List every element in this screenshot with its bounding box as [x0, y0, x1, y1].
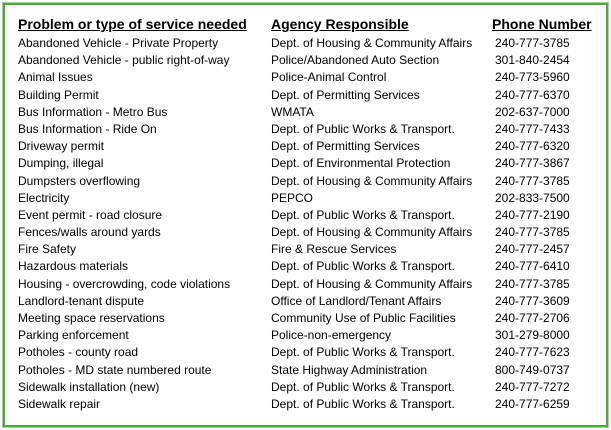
problem-cell: Sidewalk repair — [18, 396, 101, 411]
problem-cell: Bus Information - Metro Bus — [18, 104, 168, 119]
phone-cell: 240-777-7433 — [495, 121, 570, 136]
table-row — [17, 104, 602, 121]
agency-cell: Dept. of Permitting Services — [271, 87, 420, 102]
agency-cell: Dept. of Public Works & Transport. — [271, 207, 455, 222]
problem-cell: Bus Information - Ride On — [18, 121, 157, 136]
phone-cell: 240-777-6370 — [495, 87, 570, 102]
table-row — [17, 362, 602, 379]
table-row — [17, 190, 602, 207]
phone-cell: 240-777-6259 — [495, 396, 570, 411]
table-row — [17, 87, 602, 104]
agency-cell: Dept. of Housing & Community Affairs — [271, 225, 473, 240]
problem-cell: Abandoned Vehicle - public right-of-way — [18, 53, 230, 68]
agency-cell: Dept. of Public Works & Transport. — [271, 121, 455, 136]
agency-cell: Fire & Rescue Services — [271, 242, 397, 257]
phone-cell: 240-777-3785 — [495, 36, 570, 50]
problem-cell: Abandoned Vehicle - Private Property — [18, 36, 219, 50]
problem-cell: Driveway permit — [18, 139, 105, 154]
agency-cell: PEPCO — [271, 190, 314, 205]
problem-cell: Event permit - road closure — [18, 207, 163, 222]
agency-cell: Dept. of Public Works & Transport. — [271, 345, 455, 360]
agency-cell: Community Use of Public Facilities — [271, 311, 456, 325]
agency-cell: Dept. of Housing & Community Affairs — [271, 173, 473, 188]
problem-cell: Parking enforcement — [18, 328, 129, 343]
problem-cell: Sidewalk installation (new) — [18, 379, 160, 394]
problem-cell: Fences/walls around yards — [18, 225, 161, 240]
phone-cell: 301-279-8000 — [495, 328, 570, 343]
agency-cell: Dept. of Housing & Community Affairs — [271, 276, 473, 291]
agency-cell: Dept. of Housing & Community Affairs — [271, 36, 473, 50]
phone-cell: 301-840-2454 — [495, 53, 570, 68]
problem-cell: Fire Safety — [18, 242, 77, 257]
table-row — [17, 121, 602, 138]
phone-cell: 202-637-7000 — [495, 104, 570, 119]
problem-cell: Hazardous materials — [18, 259, 129, 274]
problem-cell: Housing - overcrowding, code violations — [18, 276, 231, 291]
agency-cell: Dept. of Environmental Protection — [271, 156, 451, 171]
phone-cell: 240-777-3867 — [495, 156, 570, 171]
problem-cell: Meeting space reservations — [18, 311, 165, 325]
phone-cell: 800-749-0737 — [495, 362, 570, 377]
table-row — [17, 258, 602, 275]
table-row — [17, 293, 602, 310]
agency-cell: Dept. of Public Works & Transport. — [271, 259, 455, 274]
agency-cell: Police-Animal Control — [271, 70, 387, 85]
problem-cell: Dumpsters overflowing — [18, 173, 141, 188]
header-problem: Problem or type of service needed — [18, 16, 247, 32]
table-row — [17, 327, 602, 344]
phone-cell: 240-773-5960 — [495, 70, 570, 85]
table-row — [17, 379, 602, 396]
agency-cell: Office of Landlord/Tenant Affairs — [271, 293, 442, 308]
agency-cell: State Highway Administration — [271, 362, 428, 377]
table-header — [17, 13, 602, 35]
table-row — [17, 35, 602, 52]
header-phone: Phone Number — [492, 16, 592, 32]
phone-cell: 240-777-7623 — [495, 345, 570, 360]
directory-frame — [3, 3, 608, 427]
problem-cell: Electricity — [18, 190, 70, 205]
table-row — [17, 138, 602, 155]
problem-cell: Landlord-tenant dispute — [18, 293, 145, 308]
phone-cell: 240-777-6410 — [495, 259, 570, 274]
problem-cell: Potholes - county road — [18, 345, 139, 360]
table-row — [17, 207, 602, 224]
agency-cell: Dept. of Public Works & Transport. — [271, 396, 455, 411]
phone-cell: 202-833-7500 — [495, 190, 570, 205]
problem-cell: Potholes - MD state numbered route — [18, 362, 212, 377]
phone-cell: 240-777-6320 — [495, 139, 570, 154]
problem-cell: Dumping, illegal — [18, 156, 104, 171]
phone-cell: 240-777-7272 — [495, 379, 570, 394]
agency-cell: Dept. of Public Works & Transport. — [271, 379, 455, 394]
phone-cell: 240-777-3785 — [495, 225, 570, 240]
phone-cell: 240-777-2457 — [495, 242, 570, 257]
table-row — [17, 344, 602, 361]
agency-cell: Police-non-emergency — [271, 328, 392, 343]
agency-cell: Dept. of Permitting Services — [271, 139, 420, 154]
phone-cell: 240-777-3785 — [495, 276, 570, 291]
agency-cell: Police/Abandoned Auto Section — [271, 53, 440, 68]
table-row — [17, 241, 602, 258]
table-row — [17, 276, 602, 293]
problem-cell: Building Permit — [18, 87, 99, 102]
table-row — [17, 173, 602, 190]
service-directory-table — [17, 13, 602, 413]
header-agency: Agency Responsible — [271, 16, 409, 32]
table-row — [17, 310, 602, 327]
table-row — [17, 52, 602, 69]
phone-cell: 240-777-2190 — [495, 207, 570, 222]
phone-cell: 240-777-3785 — [495, 173, 570, 188]
table-row — [17, 155, 602, 172]
phone-cell: 240-777-3609 — [495, 293, 570, 308]
problem-cell: Animal Issues — [18, 70, 93, 85]
table-row — [17, 224, 602, 241]
table-row — [17, 396, 602, 413]
table-row — [17, 69, 602, 86]
phone-cell: 240-777-2706 — [495, 311, 570, 325]
agency-cell: WMATA — [271, 104, 314, 119]
table-body — [17, 35, 602, 413]
